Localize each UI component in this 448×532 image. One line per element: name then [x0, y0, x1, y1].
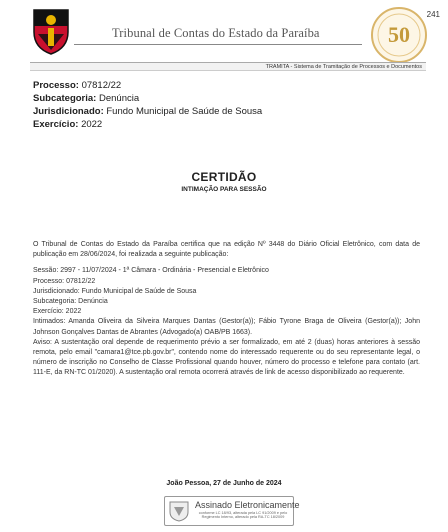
- tce-coat-of-arms-icon: [32, 8, 70, 56]
- meta-processo-label: Processo:: [33, 80, 79, 91]
- meta-exercicio-label: Exercício:: [33, 119, 79, 130]
- page-number: 241: [426, 10, 440, 19]
- certidao-body: [33, 240, 420, 379]
- body-jurisdicionado: Jurisdicionado: Fundo Municipal de Saúde de Sousa: [33, 287, 197, 295]
- body-intimados: Intimados: Amanda Oliveira da Silveira Marques Dantas (Gestor(a)); Fábio Tyrone Braga de Oliveira (Gestor(a)); John Johnson Gonçalves Dantas de Abrantes (Advogado(a) OAB/PB 1663).: [33, 318, 420, 336]
- body-processo: Processo: 07812/22: [33, 277, 96, 285]
- meta-processo: [33, 79, 262, 92]
- meta-exercicio: [33, 118, 262, 131]
- meta-subcategoria-label: Subcategoria:: [33, 93, 97, 104]
- header-divider: [74, 44, 362, 45]
- court-name: Tribunal de Contas do Estado da Paraíba: [112, 26, 320, 40]
- certidao-heading: [0, 170, 448, 193]
- electronic-signature-stamp: [164, 496, 300, 526]
- meta-subcategoria: [33, 92, 262, 105]
- certidao-title: CERTIDÃO: [191, 170, 257, 184]
- meta-jurisdicionado: [33, 105, 262, 118]
- body-subcategoria: Subcategoria: Denúncia: [33, 298, 108, 306]
- anniversary-seal-icon: [370, 6, 428, 64]
- body-exercicio: Exercício: 2022: [33, 308, 82, 316]
- meta-jurisdicionado-value: Fundo Municipal de Saúde de Sousa: [106, 106, 263, 117]
- stamp-title: Assinado Eletronicamente: [195, 500, 300, 510]
- seal-number: 50: [388, 22, 410, 47]
- certidao-subtitle: INTIMAÇÃO PARA SESSÃO: [181, 186, 267, 193]
- document-header: [30, 6, 430, 58]
- body-intro: O Tribunal de Contas do Estado da Paraíba certifica que na edição Nº 3448 do Diário Oficial Eletrônico, com data de publicação em 28/06/2024, foi realizada a seguinte publicação:: [33, 241, 420, 259]
- body-sessao: Sessão: 2997 - 11/07/2024 - 1ª Câmara - Ordinária - Presencial e Eletrônico: [33, 267, 269, 275]
- meta-jurisdicionado-label: Jurisdicionado:: [33, 106, 104, 117]
- signature-date: João Pessoa, 27 de Junho de 2024: [166, 480, 282, 487]
- stamp-legal-note: conforme LC 18/93, alterada pela LC 91/2009 e pelo Regimento Interno, alterado pela RA-TC 18/2009: [198, 511, 288, 520]
- meta-subcategoria-value: Denúncia: [99, 93, 140, 104]
- body-aviso: Aviso: A sustentação oral depende de requerimento prévio a ser formalizado, em até 2 (duas) horas anteriores à sessão remota, pelo email "camara1@tce.pb.gov.br", contendo nome do interessado requerente ou do seu representante legal, o número de inscrição no Conselho de Classe Profissional quando houver, número do processo e telefone para contato (art. 111-E, da RN-TC 01/2020). A sustentação oral remota ocorrerá através de link de acesso disponibilizado ao requerente.: [33, 338, 420, 377]
- meta-processo-value: 07812/22: [81, 80, 122, 91]
- tramita-bar: TRAMITA - Sistema de Tramitação de Processos e Documentos: [30, 62, 426, 71]
- meta-exercicio-value: 2022: [81, 119, 103, 130]
- tce-seal-icon: [168, 500, 190, 522]
- process-metadata: [33, 79, 262, 131]
